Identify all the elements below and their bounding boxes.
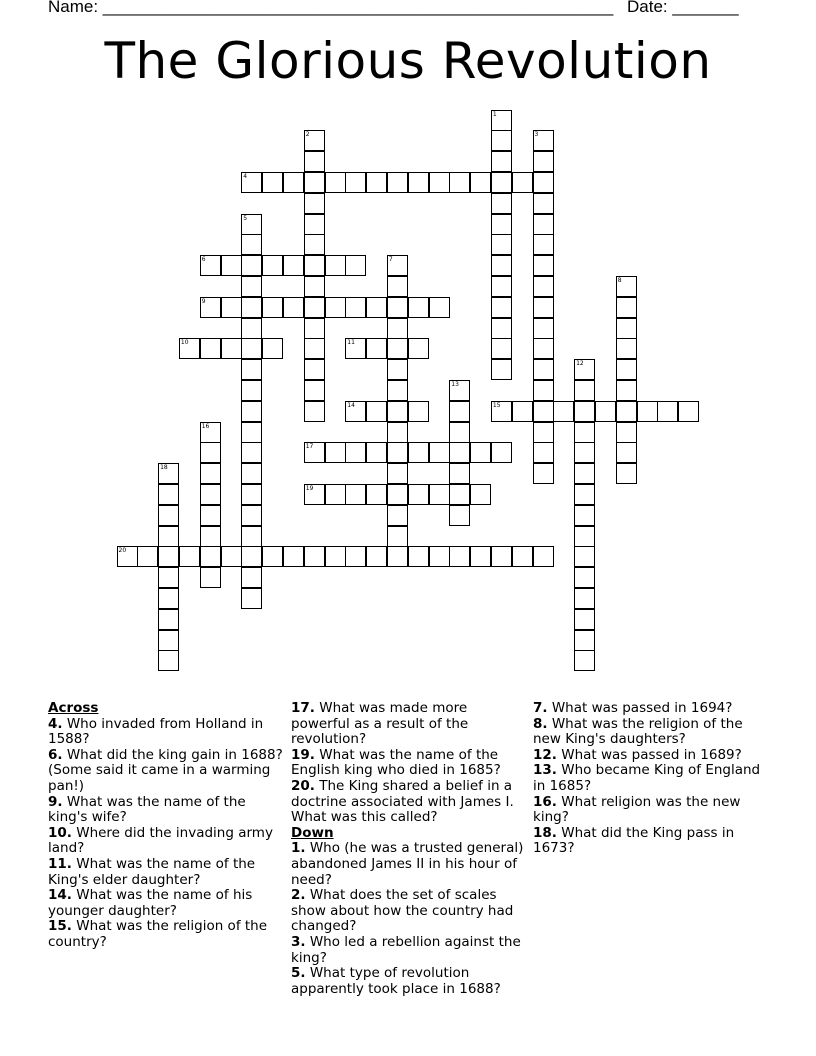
grid-cell[interactable] bbox=[491, 193, 512, 214]
grid-cell[interactable] bbox=[533, 338, 554, 359]
grid-cell[interactable] bbox=[241, 338, 262, 359]
grid-cell[interactable] bbox=[429, 297, 450, 318]
grid-cell[interactable] bbox=[574, 359, 595, 380]
cell-number: 6 bbox=[201, 256, 206, 264]
grid-cell[interactable] bbox=[304, 130, 325, 151]
grid-cell[interactable] bbox=[262, 546, 283, 567]
clue-number: 10. bbox=[48, 824, 72, 841]
grid-cell[interactable] bbox=[221, 297, 242, 318]
grid-cell[interactable] bbox=[200, 546, 221, 567]
grid-cell[interactable] bbox=[241, 276, 262, 297]
across-clue bbox=[48, 717, 283, 748]
grid-cell[interactable] bbox=[574, 505, 595, 526]
grid-cell[interactable] bbox=[449, 546, 470, 567]
grid-cell[interactable] bbox=[241, 359, 262, 380]
grid-cell[interactable] bbox=[657, 401, 678, 422]
grid-cell[interactable] bbox=[449, 401, 470, 422]
grid-cell[interactable] bbox=[491, 110, 512, 131]
grid-cell[interactable] bbox=[325, 172, 346, 193]
grid-cell[interactable] bbox=[491, 318, 512, 339]
clue-number: 5. bbox=[291, 965, 306, 982]
cell-number: 10 bbox=[180, 339, 189, 347]
grid-cell[interactable] bbox=[366, 442, 387, 463]
grid-cell[interactable] bbox=[574, 422, 595, 443]
grid-cell[interactable] bbox=[345, 172, 366, 193]
grid-cell[interactable] bbox=[491, 546, 512, 567]
grid-cell[interactable] bbox=[241, 172, 262, 193]
grid-cell[interactable] bbox=[304, 151, 325, 172]
grid-cell[interactable] bbox=[387, 463, 408, 484]
grid-cell[interactable] bbox=[616, 380, 637, 401]
cell-number: 14 bbox=[347, 401, 355, 409]
grid-cell[interactable] bbox=[429, 484, 450, 505]
grid-cell[interactable] bbox=[304, 318, 325, 339]
across-clue bbox=[291, 701, 526, 748]
grid-cell[interactable] bbox=[574, 588, 595, 609]
grid-cell[interactable] bbox=[616, 401, 637, 422]
clue-number: 13. bbox=[533, 762, 557, 779]
clue-number: 19. bbox=[291, 746, 315, 763]
grid-cell[interactable] bbox=[304, 193, 325, 214]
cell-number: 9 bbox=[201, 297, 206, 305]
grid-cell[interactable] bbox=[574, 567, 595, 588]
grid-cell[interactable] bbox=[241, 297, 262, 318]
grid-cell[interactable] bbox=[449, 505, 470, 526]
cell-number: 5 bbox=[243, 214, 248, 222]
grid-cell[interactable] bbox=[366, 546, 387, 567]
grid-cell[interactable] bbox=[304, 442, 325, 463]
cell-number: 17 bbox=[305, 443, 314, 451]
down-clue bbox=[533, 748, 768, 764]
clue-text: What was the name of his younger daughter? bbox=[48, 887, 253, 919]
grid-cell[interactable] bbox=[616, 318, 637, 339]
clue-number: 8. bbox=[533, 715, 548, 732]
grid-cell[interactable] bbox=[491, 214, 512, 235]
clue-number: 3. bbox=[291, 933, 306, 950]
clue-number: 9. bbox=[48, 793, 63, 810]
grid-cell[interactable] bbox=[637, 401, 658, 422]
grid-cell[interactable] bbox=[533, 442, 554, 463]
grid-cell[interactable] bbox=[429, 546, 450, 567]
grid-cell[interactable] bbox=[387, 359, 408, 380]
grid-cell[interactable] bbox=[387, 380, 408, 401]
grid-cell[interactable] bbox=[304, 546, 325, 567]
down-clue bbox=[533, 701, 768, 717]
grid-cell[interactable] bbox=[616, 338, 637, 359]
down-clue bbox=[533, 717, 768, 748]
grid-cell[interactable] bbox=[449, 380, 470, 401]
grid-cell[interactable] bbox=[241, 505, 262, 526]
grid-cell[interactable] bbox=[241, 546, 262, 567]
clue-text: What was made more powerful as a result of the revolution? bbox=[291, 700, 469, 748]
grid-cell[interactable] bbox=[241, 234, 262, 255]
clue-text: The King shared a belief in a doctrine associated with James I. What was this called? bbox=[291, 777, 514, 826]
clue-text: What was the religion of the country? bbox=[48, 918, 268, 950]
grid-cell[interactable] bbox=[574, 526, 595, 547]
across-clue bbox=[48, 857, 283, 888]
grid-cell[interactable] bbox=[533, 214, 554, 235]
across-clue bbox=[48, 919, 283, 950]
cell-number: 11 bbox=[347, 339, 355, 347]
cell-number: 13 bbox=[451, 380, 459, 388]
grid-cell[interactable] bbox=[304, 338, 325, 359]
grid-cell[interactable] bbox=[262, 255, 283, 276]
grid-cell[interactable] bbox=[533, 193, 554, 214]
grid-cell[interactable] bbox=[283, 546, 304, 567]
clue-number: 7. bbox=[533, 700, 548, 716]
grid-cell[interactable] bbox=[158, 484, 179, 505]
grid-cell[interactable] bbox=[325, 546, 346, 567]
grid-cell[interactable] bbox=[429, 442, 450, 463]
grid-cell[interactable] bbox=[325, 297, 346, 318]
grid-cell[interactable] bbox=[241, 255, 262, 276]
grid-cell[interactable] bbox=[533, 255, 554, 276]
grid-cell[interactable] bbox=[345, 442, 366, 463]
grid-cell[interactable] bbox=[241, 401, 262, 422]
grid-cell[interactable] bbox=[241, 588, 262, 609]
clue-number: 15. bbox=[48, 918, 72, 935]
date-field[interactable]: Date: _______ bbox=[627, 0, 739, 16]
grid-cell[interactable] bbox=[408, 484, 429, 505]
grid-cell[interactable] bbox=[616, 359, 637, 380]
cell-number: 20 bbox=[118, 547, 127, 555]
clue-text: What does the set of scales show about how the country had changed? bbox=[291, 887, 514, 935]
grid-cell[interactable] bbox=[179, 546, 200, 567]
name-field[interactable]: Name: ______________________________________________________ bbox=[48, 0, 614, 16]
grid-cell[interactable] bbox=[533, 297, 554, 318]
grid-cell[interactable] bbox=[553, 401, 574, 422]
grid-cell[interactable] bbox=[366, 297, 387, 318]
clue-text: Who (he was a trusted general) abandoned James II in his hour of need? bbox=[291, 840, 524, 888]
grid-cell[interactable] bbox=[241, 318, 262, 339]
grid-cell[interactable] bbox=[325, 442, 346, 463]
cell-number: 16 bbox=[201, 422, 210, 430]
grid-cell[interactable] bbox=[387, 526, 408, 547]
grid-cell[interactable] bbox=[241, 484, 262, 505]
clue-number: 6. bbox=[48, 746, 63, 763]
cell-number: 3 bbox=[534, 131, 539, 139]
grid-cell[interactable] bbox=[200, 297, 221, 318]
grid-cell[interactable] bbox=[241, 463, 262, 484]
grid-cell[interactable] bbox=[491, 234, 512, 255]
clue-number: 2. bbox=[291, 887, 306, 904]
grid-cell[interactable] bbox=[533, 318, 554, 339]
grid-cell[interactable] bbox=[449, 442, 470, 463]
grid-cell[interactable] bbox=[491, 172, 512, 193]
grid-cell[interactable] bbox=[304, 401, 325, 422]
clue-text: What was the name of the king's wife? bbox=[48, 793, 246, 826]
clue-text: What was passed in 1694? bbox=[551, 700, 733, 716]
grid-cell[interactable] bbox=[304, 234, 325, 255]
grid-cell[interactable] bbox=[533, 234, 554, 255]
grid-cell[interactable] bbox=[241, 214, 262, 235]
grid-cell[interactable] bbox=[158, 546, 179, 567]
clue-number: 17. bbox=[291, 700, 315, 716]
across-heading: Across bbox=[48, 700, 99, 716]
grid-cell[interactable] bbox=[200, 463, 221, 484]
clue-text: What was passed in 1689? bbox=[561, 746, 742, 763]
grid-cell[interactable] bbox=[366, 172, 387, 193]
grid-cell[interactable] bbox=[533, 130, 554, 151]
grid-cell[interactable] bbox=[283, 255, 304, 276]
down-clue bbox=[291, 888, 526, 935]
clue-number: 16. bbox=[533, 793, 557, 810]
grid-cell[interactable] bbox=[262, 297, 283, 318]
clue-number: 14. bbox=[48, 887, 72, 904]
grid-cell[interactable] bbox=[304, 359, 325, 380]
grid-cell[interactable] bbox=[491, 276, 512, 297]
grid-cell[interactable] bbox=[574, 442, 595, 463]
grid-cell[interactable] bbox=[574, 463, 595, 484]
down-clue bbox=[533, 826, 768, 857]
grid-cell[interactable] bbox=[616, 442, 637, 463]
grid-cell[interactable] bbox=[470, 172, 491, 193]
grid-cell[interactable] bbox=[408, 338, 429, 359]
grid-cell[interactable] bbox=[387, 401, 408, 422]
grid-cell[interactable] bbox=[470, 442, 491, 463]
clue-text: What was the name of the English king who died in 1685? bbox=[291, 746, 501, 779]
clue-text: What religion was the new king? bbox=[533, 793, 741, 826]
grid-cell[interactable] bbox=[408, 297, 429, 318]
grid-cell[interactable] bbox=[408, 546, 429, 567]
grid-cell[interactable] bbox=[408, 401, 429, 422]
grid-cell[interactable] bbox=[241, 526, 262, 547]
grid-cell[interactable] bbox=[616, 422, 637, 443]
across-clue bbox=[48, 748, 283, 795]
grid-cell[interactable] bbox=[345, 546, 366, 567]
clue-text: Where did the invading army land? bbox=[48, 824, 273, 857]
grid-cell[interactable] bbox=[200, 526, 221, 547]
grid-cell[interactable] bbox=[179, 338, 200, 359]
across-clue bbox=[48, 795, 283, 826]
down-heading: Down bbox=[291, 824, 334, 841]
grid-cell[interactable] bbox=[241, 422, 262, 443]
cell-number: 4 bbox=[243, 172, 248, 180]
clues-column-3 bbox=[533, 701, 768, 857]
clue-text: What type of revolution apparently took place in 1688? bbox=[291, 965, 501, 997]
grid-cell[interactable] bbox=[221, 546, 242, 567]
grid-cell[interactable] bbox=[200, 422, 221, 443]
clue-number: 18. bbox=[533, 824, 557, 841]
grid-cell[interactable] bbox=[574, 609, 595, 630]
grid-cell[interactable] bbox=[387, 318, 408, 339]
grid-cell[interactable] bbox=[491, 297, 512, 318]
grid-cell[interactable] bbox=[137, 546, 158, 567]
grid-cell[interactable] bbox=[387, 276, 408, 297]
clues-column-2 bbox=[291, 701, 526, 997]
grid-cell[interactable] bbox=[200, 338, 221, 359]
clue-number: 12. bbox=[533, 746, 557, 763]
grid-cell[interactable] bbox=[533, 401, 554, 422]
grid-cell[interactable] bbox=[158, 505, 179, 526]
cell-number: 12 bbox=[576, 360, 584, 368]
grid-cell[interactable] bbox=[491, 359, 512, 380]
cell-number: 2 bbox=[305, 131, 310, 139]
down-clue bbox=[533, 795, 768, 826]
grid-cell[interactable] bbox=[533, 463, 554, 484]
grid-cell[interactable] bbox=[533, 359, 554, 380]
grid-cell[interactable] bbox=[200, 442, 221, 463]
grid-cell[interactable] bbox=[345, 484, 366, 505]
grid-cell[interactable] bbox=[262, 338, 283, 359]
down-clue bbox=[291, 966, 526, 997]
grid-cell[interactable] bbox=[345, 338, 366, 359]
grid-cell[interactable] bbox=[533, 422, 554, 443]
grid-cell[interactable] bbox=[304, 255, 325, 276]
grid-cell[interactable] bbox=[387, 338, 408, 359]
grid-cell[interactable] bbox=[241, 380, 262, 401]
grid-cell[interactable] bbox=[241, 567, 262, 588]
grid-cell[interactable] bbox=[408, 442, 429, 463]
grid-cell[interactable] bbox=[533, 380, 554, 401]
grid-cell[interactable] bbox=[470, 546, 491, 567]
clue-text: What was the name of the King's elder daughter? bbox=[48, 855, 256, 888]
grid-cell[interactable] bbox=[533, 151, 554, 172]
grid-cell[interactable] bbox=[678, 401, 699, 422]
grid-cell[interactable] bbox=[491, 151, 512, 172]
grid-cell[interactable] bbox=[241, 442, 262, 463]
grid-cell[interactable] bbox=[387, 505, 408, 526]
grid-cell[interactable] bbox=[387, 484, 408, 505]
grid-cell[interactable] bbox=[574, 546, 595, 567]
grid-cell[interactable] bbox=[387, 546, 408, 567]
grid-cell[interactable] bbox=[283, 297, 304, 318]
grid-cell[interactable] bbox=[470, 484, 491, 505]
across-clue bbox=[291, 748, 526, 779]
grid-cell[interactable] bbox=[366, 484, 387, 505]
clue-text: What did the King pass in 1673? bbox=[533, 824, 735, 857]
clue-text: What was the religion of the new King's daughters? bbox=[533, 715, 743, 748]
grid-cell[interactable] bbox=[574, 401, 595, 422]
grid-cell[interactable] bbox=[200, 484, 221, 505]
grid-cell[interactable] bbox=[200, 567, 221, 588]
grid-cell[interactable] bbox=[304, 276, 325, 297]
grid-cell[interactable] bbox=[616, 297, 637, 318]
grid-cell[interactable] bbox=[616, 276, 637, 297]
grid-cell[interactable] bbox=[283, 172, 304, 193]
grid-cell[interactable] bbox=[449, 172, 470, 193]
cell-number: 8 bbox=[617, 276, 622, 284]
grid-cell[interactable] bbox=[387, 442, 408, 463]
across-clue bbox=[291, 779, 526, 826]
cell-number: 18 bbox=[160, 464, 168, 472]
puzzle-title: The Glorious Revolution bbox=[104, 32, 712, 90]
clue-number: 11. bbox=[48, 855, 72, 872]
grid-cell[interactable] bbox=[449, 463, 470, 484]
grid-cell[interactable] bbox=[221, 255, 242, 276]
grid-cell[interactable] bbox=[491, 442, 512, 463]
grid-cell[interactable] bbox=[200, 505, 221, 526]
grid-cell[interactable] bbox=[325, 484, 346, 505]
grid-cell[interactable] bbox=[512, 546, 533, 567]
grid-cell[interactable] bbox=[533, 172, 554, 193]
grid-cell[interactable] bbox=[304, 484, 325, 505]
grid-cell[interactable] bbox=[221, 338, 242, 359]
grid-cell[interactable] bbox=[449, 484, 470, 505]
clue-number: 4. bbox=[48, 715, 63, 732]
clue-text: Who led a rebellion against the king? bbox=[291, 933, 521, 966]
grid-cell[interactable] bbox=[345, 297, 366, 318]
grid-cell[interactable] bbox=[595, 401, 616, 422]
grid-cell[interactable] bbox=[158, 567, 179, 588]
across-clue bbox=[48, 888, 283, 919]
grid-cell[interactable] bbox=[117, 546, 138, 567]
grid-cell[interactable] bbox=[304, 297, 325, 318]
grid-cell[interactable] bbox=[345, 401, 366, 422]
grid-cell[interactable] bbox=[491, 255, 512, 276]
grid-cell[interactable] bbox=[574, 380, 595, 401]
grid-cell[interactable] bbox=[304, 172, 325, 193]
grid-cell[interactable] bbox=[574, 630, 595, 651]
grid-cell[interactable] bbox=[512, 172, 533, 193]
grid-cell[interactable] bbox=[387, 422, 408, 443]
grid-cell[interactable] bbox=[158, 630, 179, 651]
cell-number: 19 bbox=[305, 484, 314, 492]
grid-cell[interactable] bbox=[158, 526, 179, 547]
down-clue bbox=[533, 763, 768, 794]
grid-cell[interactable] bbox=[533, 276, 554, 297]
across-clue bbox=[48, 826, 283, 857]
clue-text: Who became King of England in 1685? bbox=[533, 762, 761, 794]
clue-number: 1. bbox=[291, 840, 306, 857]
grid-cell[interactable] bbox=[387, 297, 408, 318]
grid-cell[interactable] bbox=[387, 172, 408, 193]
grid-cell[interactable] bbox=[304, 214, 325, 235]
clues-column-1 bbox=[48, 701, 283, 951]
grid-cell[interactable] bbox=[158, 588, 179, 609]
cell-number: 1 bbox=[492, 110, 497, 118]
grid-cell[interactable] bbox=[158, 463, 179, 484]
grid-cell[interactable] bbox=[325, 255, 346, 276]
down-clue bbox=[291, 935, 526, 966]
grid-cell[interactable] bbox=[533, 546, 554, 567]
grid-cell[interactable] bbox=[616, 463, 637, 484]
clue-text: Who invaded from Holland in 1588? bbox=[48, 715, 264, 748]
grid-cell[interactable] bbox=[158, 609, 179, 630]
grid-cell[interactable] bbox=[366, 338, 387, 359]
grid-cell[interactable] bbox=[512, 401, 533, 422]
grid-cell[interactable] bbox=[158, 650, 179, 671]
grid-cell[interactable] bbox=[574, 484, 595, 505]
clue-text: What did the king gain in 1688? (Some said it came in a warming pan!) bbox=[48, 746, 283, 794]
grid-cell[interactable] bbox=[387, 255, 408, 276]
grid-cell[interactable] bbox=[366, 401, 387, 422]
grid-cell[interactable] bbox=[429, 172, 450, 193]
cell-number: 15 bbox=[492, 401, 501, 409]
grid-cell[interactable] bbox=[491, 130, 512, 151]
grid-cell[interactable] bbox=[491, 401, 512, 422]
grid-cell[interactable] bbox=[304, 380, 325, 401]
grid-cell[interactable] bbox=[408, 172, 429, 193]
grid-cell[interactable] bbox=[262, 172, 283, 193]
grid-cell[interactable] bbox=[449, 422, 470, 443]
clue-number: 20. bbox=[291, 777, 315, 794]
grid-cell[interactable] bbox=[574, 650, 595, 671]
grid-cell[interactable] bbox=[200, 255, 221, 276]
grid-cell[interactable] bbox=[491, 338, 512, 359]
cell-number: 7 bbox=[388, 256, 393, 264]
down-clue bbox=[291, 841, 526, 888]
grid-cell[interactable] bbox=[345, 255, 366, 276]
